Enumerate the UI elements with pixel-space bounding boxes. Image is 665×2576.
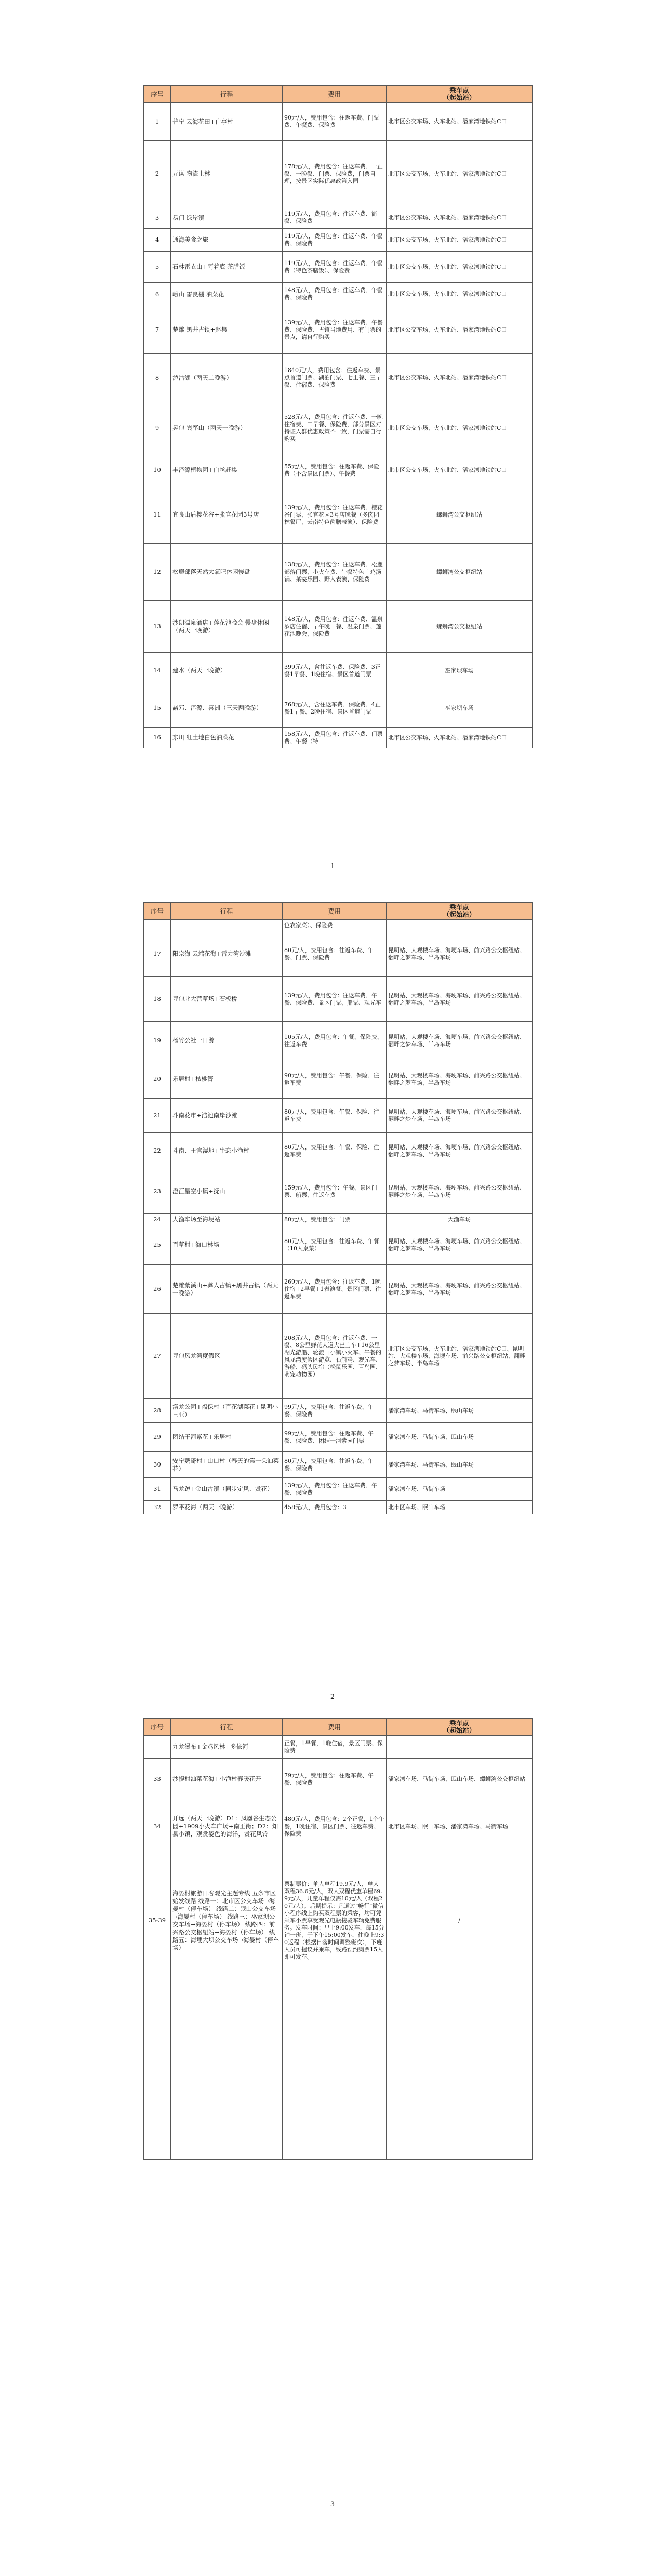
row-stop: 螺蛳湾公交枢纽站 bbox=[387, 486, 533, 544]
row-stop: 北市区公交车场、火车北站、潘家湾地铁站C口 bbox=[387, 103, 533, 141]
table-row bbox=[144, 1133, 533, 1169]
table-row bbox=[144, 207, 533, 229]
table-row bbox=[144, 252, 533, 283]
row-route: 丰泽源植物园+白丝赶集 bbox=[171, 454, 283, 486]
row-no: 10 bbox=[144, 454, 171, 486]
header-fee: 费用 bbox=[283, 1719, 387, 1736]
row-route: 大渔车场至海埂站 bbox=[171, 1214, 283, 1225]
table-row bbox=[144, 653, 533, 689]
row-route: 澄江星空小镇+抚山 bbox=[171, 1169, 283, 1214]
row-stop: 螺蛳湾公交枢纽站 bbox=[387, 601, 533, 653]
itinerary-table-page-2 bbox=[143, 902, 533, 1514]
header-stop-line2: （起始站） bbox=[443, 1726, 476, 1734]
row-fee: 99元/人，费用包含：往返车费、午餐、保险费、团结干河紫园门票 bbox=[283, 1423, 387, 1452]
row-fee: 139元/人，费用包含：往返车费、午餐、保险费 bbox=[283, 1478, 387, 1501]
row-fee: 119元/人，费用包含：往返车费、午餐费（特色茶膳饭）、保险费 bbox=[283, 252, 387, 283]
table-row bbox=[144, 1501, 533, 1514]
row-no: 20 bbox=[144, 1060, 171, 1099]
row-no: 15 bbox=[144, 689, 171, 728]
table-row bbox=[144, 1423, 533, 1452]
table-row bbox=[144, 486, 533, 544]
row-fee: 80元/人，费用包含：门票 bbox=[283, 1214, 387, 1225]
header-fee: 费用 bbox=[283, 903, 387, 920]
table-row bbox=[144, 402, 533, 454]
row-stop: 北市区车场、眠山车场、潘家湾车场、马街车场 bbox=[387, 1800, 533, 1853]
row-route: 晃甸 宾军山（两天一晚游） bbox=[171, 402, 283, 454]
table-row bbox=[144, 283, 533, 306]
row-stop: 巫家坝车场 bbox=[387, 689, 533, 728]
row-route: 易门 绿岸镇 bbox=[171, 207, 283, 229]
row-fee: 色农家菜）、保险费 bbox=[283, 920, 387, 931]
row-no: 32 bbox=[144, 1501, 171, 1514]
table-row bbox=[144, 601, 533, 653]
table-row bbox=[144, 931, 533, 977]
row-route: 建水（两天一晚游） bbox=[171, 653, 283, 689]
row-stop: 螺蛳湾公交枢纽站 bbox=[387, 544, 533, 601]
row-fee: 208元/人，费用包含：往返车费、一餐、8公里鲜花大道大巴士车+16公里湖光游船、轮渡山小镇小火车、午餐的风龙湾度假区游览、石斛鸡、观光车、游船、码头民宿（松鼠乐园、百鸟园、萌宠动物园） bbox=[283, 1314, 387, 1399]
table-row bbox=[144, 1169, 533, 1214]
header-stop-line2: （起始站） bbox=[443, 94, 476, 101]
row-route: 沙朗温泉酒店+莲花池晚会 慢盘休闲（两天一晚游） bbox=[171, 601, 283, 653]
row-route: 沙提村油菜花海+小渔村春暖花开 bbox=[171, 1759, 283, 1800]
row-fee: 80元/人，费用包含：往返车费、午餐、保险费 bbox=[283, 1452, 387, 1478]
row-fee: 148元/人，费用包含：往返车费、午餐费、保险费 bbox=[283, 283, 387, 306]
page-number: 2 bbox=[330, 1693, 335, 1701]
row-fee: 80元/人，费用包含：午餐、保险、往返车费 bbox=[283, 1099, 387, 1133]
row-no: 17 bbox=[144, 931, 171, 977]
row-fee: 139元/人，费用包含：往返车费、樱花谷门票、张官花园3号店晚餐（多肉园林餐厅，云南特色菌膳表演）、保险费 bbox=[283, 486, 387, 544]
row-stop: 昆明站、大观楼车场、海埂车场、前兴路公交枢纽站、翻畔之梦车场、半岛车场 bbox=[387, 1265, 533, 1314]
row-stop: 北市区公交车场、火车北站、潘家湾地铁站C口 bbox=[387, 283, 533, 306]
row-fee: 139元/人，费用包含：往返车费、午餐费、保险费、古镇当地费用、有门票的景点，请自行购买 bbox=[283, 306, 387, 354]
row-route: 宜良山后樱花谷+张官花园3号店 bbox=[171, 486, 283, 544]
table-header-row bbox=[144, 86, 533, 103]
table-row-continued bbox=[144, 1736, 533, 1759]
header-no: 序号 bbox=[144, 903, 171, 920]
row-fee: 178元/人，费用包含：往返车费、一正餐、一晚餐、门票、保险费，门票自理，按景区实际优惠政策入园 bbox=[283, 141, 387, 207]
row-route: 杨竹公社一日游 bbox=[171, 1022, 283, 1060]
row-fee: 480元/人，费用包含：2个正餐，1个午餐，1晚住宿、景区门票、往返车费、保险费 bbox=[283, 1800, 387, 1853]
header-stop bbox=[387, 86, 533, 103]
row-no: 16 bbox=[144, 728, 171, 748]
header-stop-line2: （起始站） bbox=[443, 910, 476, 918]
row-no: 13 bbox=[144, 601, 171, 653]
row-route: 元谋 物流土林 bbox=[171, 141, 283, 207]
row-fee: 139元/人，费用包含：往返车费、午餐、保险费、景区门票、船票、观光车 bbox=[283, 977, 387, 1022]
row-no: 27 bbox=[144, 1314, 171, 1399]
table-row bbox=[144, 1478, 533, 1501]
row-no: 3 bbox=[144, 207, 171, 229]
row-fee: 458元/人，费用包含：3 bbox=[283, 1501, 387, 1514]
table-row bbox=[144, 1022, 533, 1060]
row-no: 6 bbox=[144, 283, 171, 306]
table-row bbox=[144, 1314, 533, 1399]
row-fee: 80元/人，费用包含：午餐、保险、往返车费 bbox=[283, 1133, 387, 1169]
table-row bbox=[144, 1214, 533, 1225]
row-fee: 票制票价：单人单程19.9元/人，单人双程36.6元/人，双人双程优惠单程69.9元/人，儿童单程仅需10元/人（双程20元/人）。后期提示：凡通过"畅行"微信小程序线上购买双程票的乘客，均可凭乘车小票享受观光电瓶接驳车辆免费服务。发车时间：早上9:00发车，每15分钟一班，于下午15:00发车，往晚上9:30返程（根据日落时间调整班次），下班人员可提议并乘车，线路预约购票15人即可发车。 bbox=[283, 1853, 387, 1988]
row-route: 石林雷衣山+阿着底 茶膳饭 bbox=[171, 252, 283, 283]
row-route: 马龙蹲+金山古镇（同步定风、赏花） bbox=[171, 1478, 283, 1501]
row-no: 34 bbox=[144, 1800, 171, 1853]
row-fee: 269元/人，费用包含：往返车费、1晚住宿+2早餐+1表演餐、景区门票、往返车费 bbox=[283, 1265, 387, 1314]
table-header-row bbox=[144, 903, 533, 920]
row-no: 28 bbox=[144, 1399, 171, 1423]
table-row bbox=[144, 1265, 533, 1314]
row-stop: 潘家湾车场、马街车场、眠山车场 bbox=[387, 1399, 533, 1423]
table-row bbox=[144, 728, 533, 748]
row-no: 18 bbox=[144, 977, 171, 1022]
header-stop bbox=[387, 903, 533, 920]
row-route: 斗南花市+浩池南岸沙滩 bbox=[171, 1099, 283, 1133]
table-row bbox=[144, 1225, 533, 1265]
row-stop: 昆明站、大观楼车场、海埂车场、前兴路公交枢纽站、翻畔之梦车场、半岛车场 bbox=[387, 1225, 533, 1265]
row-stop: 潘家湾车场、马街车场、眠山车场、螺蛳湾公交枢纽站 bbox=[387, 1759, 533, 1800]
row-no: 35-39 bbox=[144, 1853, 171, 1988]
row-fee: 90元/人，费用包含：往返车费、门票费、午餐费、保险费 bbox=[283, 103, 387, 141]
row-no: 7 bbox=[144, 306, 171, 354]
header-stop-line1: 乘车点 bbox=[449, 1719, 469, 1727]
header-no: 序号 bbox=[144, 86, 171, 103]
row-route: 普宁 云海花田+白亭村 bbox=[171, 103, 283, 141]
row-no: 5 bbox=[144, 252, 171, 283]
row-stop: 巫家坝车场 bbox=[387, 653, 533, 689]
header-fee: 费用 bbox=[283, 86, 387, 103]
row-fee: 79元/人，费用包含：往返车费、午餐、保险费 bbox=[283, 1759, 387, 1800]
row-stop: 北市区公交车场、火车北站、潘家湾地铁站C口 bbox=[387, 402, 533, 454]
table-row bbox=[144, 1099, 533, 1133]
row-stop: 大渔车场 bbox=[387, 1214, 533, 1225]
header-stop-line1: 乘车点 bbox=[449, 903, 469, 911]
row-no: 23 bbox=[144, 1169, 171, 1214]
row-route: 楚雄 黑井古镇+赵集 bbox=[171, 306, 283, 354]
row-route: 峨山 雷良棚 油菜花 bbox=[171, 283, 283, 306]
row-no: 14 bbox=[144, 653, 171, 689]
row-stop: 昆明站、大观楼车场、海埂车场、前兴路公交枢纽站、翻畔之梦车场、半岛车场 bbox=[387, 1060, 533, 1099]
row-fee: 正餐，1早餐，1晚住宿，景区门票、保险费 bbox=[283, 1736, 387, 1759]
row-stop: 昆明站、大观楼车场、海埂车场、前兴路公交枢纽站、翻畔之梦车场、半岛车场 bbox=[387, 931, 533, 977]
itinerary-table-page-1 bbox=[143, 85, 533, 748]
row-stop: 北市区公交车场、火车北站、潘家湾地铁站C口 bbox=[387, 252, 533, 283]
table-row-continued bbox=[144, 920, 533, 931]
row-route: 团结干河紫花+乐居村 bbox=[171, 1423, 283, 1452]
row-route: 寻甸北大营草场+石板桥 bbox=[171, 977, 283, 1022]
table-row bbox=[144, 1060, 533, 1099]
row-fee: 119元/人，费用包含：往返车费、简餐、保险费 bbox=[283, 207, 387, 229]
row-route: 乐居村+核桃箐 bbox=[171, 1060, 283, 1099]
row-fee: 528元/人，费用包含：往返车费、一晚住宿费、二早餐、保险费，部分景区对持证人群优惠政策不一致，门票需自行购买 bbox=[283, 402, 387, 454]
row-stop: 北市区公交车场、火车北站、潘家湾地铁站C口 bbox=[387, 728, 533, 748]
row-route: 斗南、王官湿地+牛恋小渔村 bbox=[171, 1133, 283, 1169]
row-stop: 昆明站、大观楼车场、海埂车场、前兴路公交枢纽站、翻畔之梦车场、半岛车场 bbox=[387, 1169, 533, 1214]
header-route: 行程 bbox=[171, 1719, 283, 1736]
table-row bbox=[144, 1853, 533, 1988]
row-fee: 768元/人，含往返车费、保险费、4正餐1早餐、2晚住宿、景区首道门票 bbox=[283, 689, 387, 728]
header-route: 行程 bbox=[171, 86, 283, 103]
row-route: 洛龙公园+福保村（百花湖菜花+昆明小三亚） bbox=[171, 1399, 283, 1423]
table-row bbox=[144, 229, 533, 252]
row-no: 11 bbox=[144, 486, 171, 544]
page-number: 1 bbox=[330, 863, 335, 870]
table-row bbox=[144, 103, 533, 141]
row-no: 4 bbox=[144, 229, 171, 252]
row-stop: 北市区公交车场、火车北站、潘家湾地铁站C口 bbox=[387, 454, 533, 486]
row-fee: 80元/人，费用包含：往返车费、午餐（10人桌菜） bbox=[283, 1225, 387, 1265]
row-stop: 北市区公交车场、火车北站、潘家湾地铁站C口 bbox=[387, 141, 533, 207]
row-no: 2 bbox=[144, 141, 171, 207]
row-no: 30 bbox=[144, 1452, 171, 1478]
table-row bbox=[144, 544, 533, 601]
table-row bbox=[144, 141, 533, 207]
table-row bbox=[144, 1759, 533, 1800]
row-fee: 90元/人，费用包含：午餐、保险、往返车费 bbox=[283, 1060, 387, 1099]
row-no: 31 bbox=[144, 1478, 171, 1501]
row-stop: 北市区车场、眠山车场 bbox=[387, 1501, 533, 1514]
row-stop: 北市区公交车场、火车北站、潘家湾地铁站C口 bbox=[387, 354, 533, 402]
row-route: 楚雄紫溪山+彝人古镇+黑井古镇（两天一晚游） bbox=[171, 1265, 283, 1314]
row-route: 松鹿部落天然大氧吧休闲慢盘 bbox=[171, 544, 283, 601]
row-no: 22 bbox=[144, 1133, 171, 1169]
row-fee: 158元/人，费用包含：往返车费、门票费、午餐（特 bbox=[283, 728, 387, 748]
row-stop: 北市区公交车场、火车北站、潘家湾地铁站C口 bbox=[387, 229, 533, 252]
row-no: 21 bbox=[144, 1099, 171, 1133]
table-row bbox=[144, 1399, 533, 1423]
row-no: 19 bbox=[144, 1022, 171, 1060]
row-no: 33 bbox=[144, 1759, 171, 1800]
row-stop: 北市区公交车场、火车北站、潘家湾地铁站C口、昆明站、大观楼车场、海埂车场、前兴路公交枢纽站、翻畔之梦车场、半岛车场 bbox=[387, 1314, 533, 1399]
row-no: 25 bbox=[144, 1225, 171, 1265]
row-fee: 159元/人，费用包含：午餐、景区门票、船票、往返车费 bbox=[283, 1169, 387, 1214]
row-route: 开远（两天一晚游）D1：凤凰谷生态公园+1909小火车广场+南正街；D2：知县小镇，观赏姿色的海洋，赏花风铃 bbox=[171, 1800, 283, 1853]
row-no: 26 bbox=[144, 1265, 171, 1314]
row-route: 罗平花海（两天一晚游） bbox=[171, 1501, 283, 1514]
page-number: 3 bbox=[330, 2501, 335, 2508]
row-stop: 北市区公交车场、火车北站、潘家湾地铁站C口 bbox=[387, 306, 533, 354]
row-route: 寻甸风龙湾度假区 bbox=[171, 1314, 283, 1399]
row-route: 百草村+海口林场 bbox=[171, 1225, 283, 1265]
row-stop: 潘家湾车场、马街车场、眠山车场 bbox=[387, 1423, 533, 1452]
table-row bbox=[144, 454, 533, 486]
itinerary-table-page-3 bbox=[143, 1718, 533, 2160]
row-stop: 潘家湾车场、马街车场 bbox=[387, 1478, 533, 1501]
row-fee: 80元/人，费用包含：往返车费、午餐、门票、保险费 bbox=[283, 931, 387, 977]
row-route: 諾邓、洱源、喜洲（三天两晚游） bbox=[171, 689, 283, 728]
table-row bbox=[144, 1800, 533, 1853]
row-fee: 105元/人，费用包含：午餐、保险费、往返车费 bbox=[283, 1022, 387, 1060]
table-row bbox=[144, 354, 533, 402]
row-fee: 119元/人，费用包含：往返车费、午餐费、保险费 bbox=[283, 229, 387, 252]
row-stop: 昆明站、大观楼车场、海埂车场、前兴路公交枢纽站、翻畔之梦车场、半岛车场 bbox=[387, 977, 533, 1022]
row-fee: 148元/人，费用包含：往返车费、温泉酒店住宿、早午晚一餐、温泉门票、莲花池晚会、保险费 bbox=[283, 601, 387, 653]
row-stop: / bbox=[387, 1853, 533, 1988]
row-no: 1 bbox=[144, 103, 171, 141]
header-stop bbox=[387, 1719, 533, 1736]
header-no: 序号 bbox=[144, 1719, 171, 1736]
row-route: 阳宗海 云端花海+雷力湾沙滩 bbox=[171, 931, 283, 977]
row-route: 海晏村旅游日客观光主题专线 五条市区始发线路 线路一：北市区公交车场→海晏村（停车场） 线路二：眠山公交车场→海晏村（停车场） 线路三：巫家坝公交车场→海晏村（停车场） 线路四：前兴路公交枢纽站→海晏村（停车场） 线路五：海埂大坝公交车场→海晏村（停车场） bbox=[171, 1853, 283, 1988]
table-row bbox=[144, 977, 533, 1022]
row-route: 九龙瀑布+金鸡风林+多依河 bbox=[171, 1736, 283, 1759]
row-no: 12 bbox=[144, 544, 171, 601]
row-no: 29 bbox=[144, 1423, 171, 1452]
row-stop: 北市区公交车场、火车北站、潘家湾地铁站C口 bbox=[387, 207, 533, 229]
row-no: 24 bbox=[144, 1214, 171, 1225]
header-stop-line1: 乘车点 bbox=[449, 86, 469, 94]
row-fee: 399元/人，含往返车费、保险费、3正餐1早餐、1晚住宿、景区首道门票 bbox=[283, 653, 387, 689]
row-route: 通海美食之旅 bbox=[171, 229, 283, 252]
row-stop: 昆明站、大观楼车场、海埂车场、前兴路公交枢纽站、翻畔之梦车场、半岛车场 bbox=[387, 1099, 533, 1133]
row-route: 泸沽湖（两天二晚游） bbox=[171, 354, 283, 402]
row-stop: 潘家湾车场、马街车场、眠山车场 bbox=[387, 1452, 533, 1478]
table-row bbox=[144, 1452, 533, 1478]
table-header-row bbox=[144, 1719, 533, 1736]
row-no: 9 bbox=[144, 402, 171, 454]
row-fee: 55元/人，费用包含：往返车费、保险费（不含景区门票）、午餐费 bbox=[283, 454, 387, 486]
row-stop: 昆明站、大观楼车场、海埂车场、前兴路公交枢纽站、翻畔之梦车场、半岛车场 bbox=[387, 1133, 533, 1169]
row-fee: 1840元/人，费用包含：往返车费、景点首道门票、湖泊门票、七正餐、三早餐、住宿费、保险费 bbox=[283, 354, 387, 402]
row-fee: 138元/人，费用包含：往返车费、松鹿部落门票、小火车费、午餐特色土鸡汤锅、菜宴乐园、野人表演、保险费 bbox=[283, 544, 387, 601]
row-route: 东川 红土地白色油菜花 bbox=[171, 728, 283, 748]
row-stop: 昆明站、大观楼车场、海埂车场、前兴路公交枢纽站、翻畔之梦车场、半岛车场 bbox=[387, 1022, 533, 1060]
table-row bbox=[144, 306, 533, 354]
row-no: 8 bbox=[144, 354, 171, 402]
table-row bbox=[144, 689, 533, 728]
row-route: 安宁鹦哥村+山口村（春天的第一朵油菜花） bbox=[171, 1452, 283, 1478]
table-row-empty bbox=[144, 1988, 533, 2160]
header-route: 行程 bbox=[171, 903, 283, 920]
row-fee: 99元/人，费用包含：往返车费、午餐、保险费 bbox=[283, 1399, 387, 1423]
